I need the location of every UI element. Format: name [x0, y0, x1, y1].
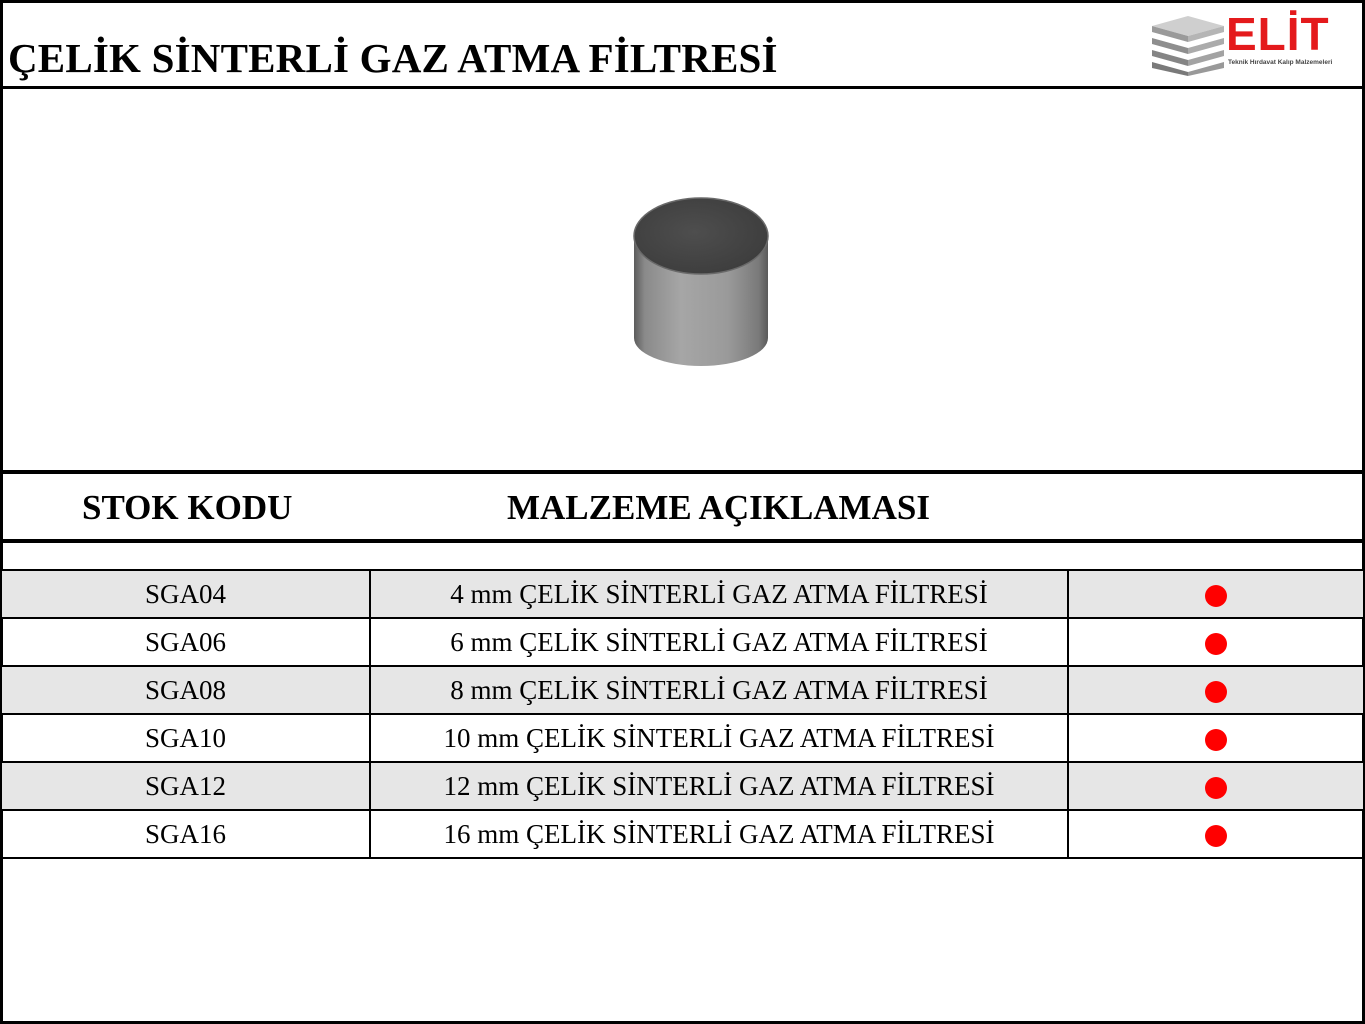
- stock-code-cell: SGA08: [2, 666, 370, 714]
- stock-code-cell: SGA06: [2, 618, 370, 666]
- header-divider: [0, 539, 1365, 543]
- description-cell: 10 mm ÇELİK SİNTERLİ GAZ ATMA FİLTRESİ: [370, 714, 1068, 762]
- stock-code-cell: SGA16: [2, 810, 370, 858]
- table-row: [2, 714, 1363, 762]
- stock-table: [2, 569, 1363, 859]
- table-row: [2, 762, 1363, 810]
- status-dot-icon: [1205, 681, 1227, 703]
- status-cell: [1068, 570, 1363, 618]
- status-cell: [1068, 714, 1363, 762]
- status-cell: [1068, 810, 1363, 858]
- elit-logo: [1148, 8, 1354, 76]
- description-cell: 8 mm ÇELİK SİNTERLİ GAZ ATMA FİLTRESİ: [370, 666, 1068, 714]
- image-divider: [0, 470, 1365, 474]
- description-cell: 4 mm ÇELİK SİNTERLİ GAZ ATMA FİLTRESİ: [370, 570, 1068, 618]
- stacked-layers-icon: [1148, 12, 1228, 76]
- table-row: [2, 810, 1363, 858]
- status-dot-icon: [1205, 777, 1227, 799]
- table-row: [2, 666, 1363, 714]
- title-divider: [0, 86, 1365, 89]
- table-row: [2, 618, 1363, 666]
- stock-code-cell: SGA12: [2, 762, 370, 810]
- status-dot-icon: [1205, 585, 1227, 607]
- header-description: MALZEME AÇIKLAMASI: [507, 488, 930, 527]
- header-stock-code: STOK KODU: [82, 488, 293, 527]
- status-dot-icon: [1205, 633, 1227, 655]
- stock-code-cell: SGA04: [2, 570, 370, 618]
- status-cell: [1068, 666, 1363, 714]
- status-cell: [1068, 762, 1363, 810]
- logo-tagline: Teknik Hırdavat Kalıp Malzemeleri: [1228, 59, 1333, 66]
- description-cell: 16 mm ÇELİK SİNTERLİ GAZ ATMA FİLTRESİ: [370, 810, 1068, 858]
- logo-brand-text: ELİT: [1226, 8, 1330, 60]
- description-cell: 6 mm ÇELİK SİNTERLİ GAZ ATMA FİLTRESİ: [370, 618, 1068, 666]
- table-row: [2, 570, 1363, 618]
- page-title: ÇELİK SİNTERLİ GAZ ATMA FİLTRESİ: [8, 35, 778, 81]
- status-dot-icon: [1205, 825, 1227, 847]
- status-cell: [1068, 618, 1363, 666]
- description-cell: 12 mm ÇELİK SİNTERLİ GAZ ATMA FİLTRESİ: [370, 762, 1068, 810]
- stock-code-cell: SGA10: [2, 714, 370, 762]
- cylinder-filter-image: [628, 192, 774, 372]
- status-dot-icon: [1205, 729, 1227, 751]
